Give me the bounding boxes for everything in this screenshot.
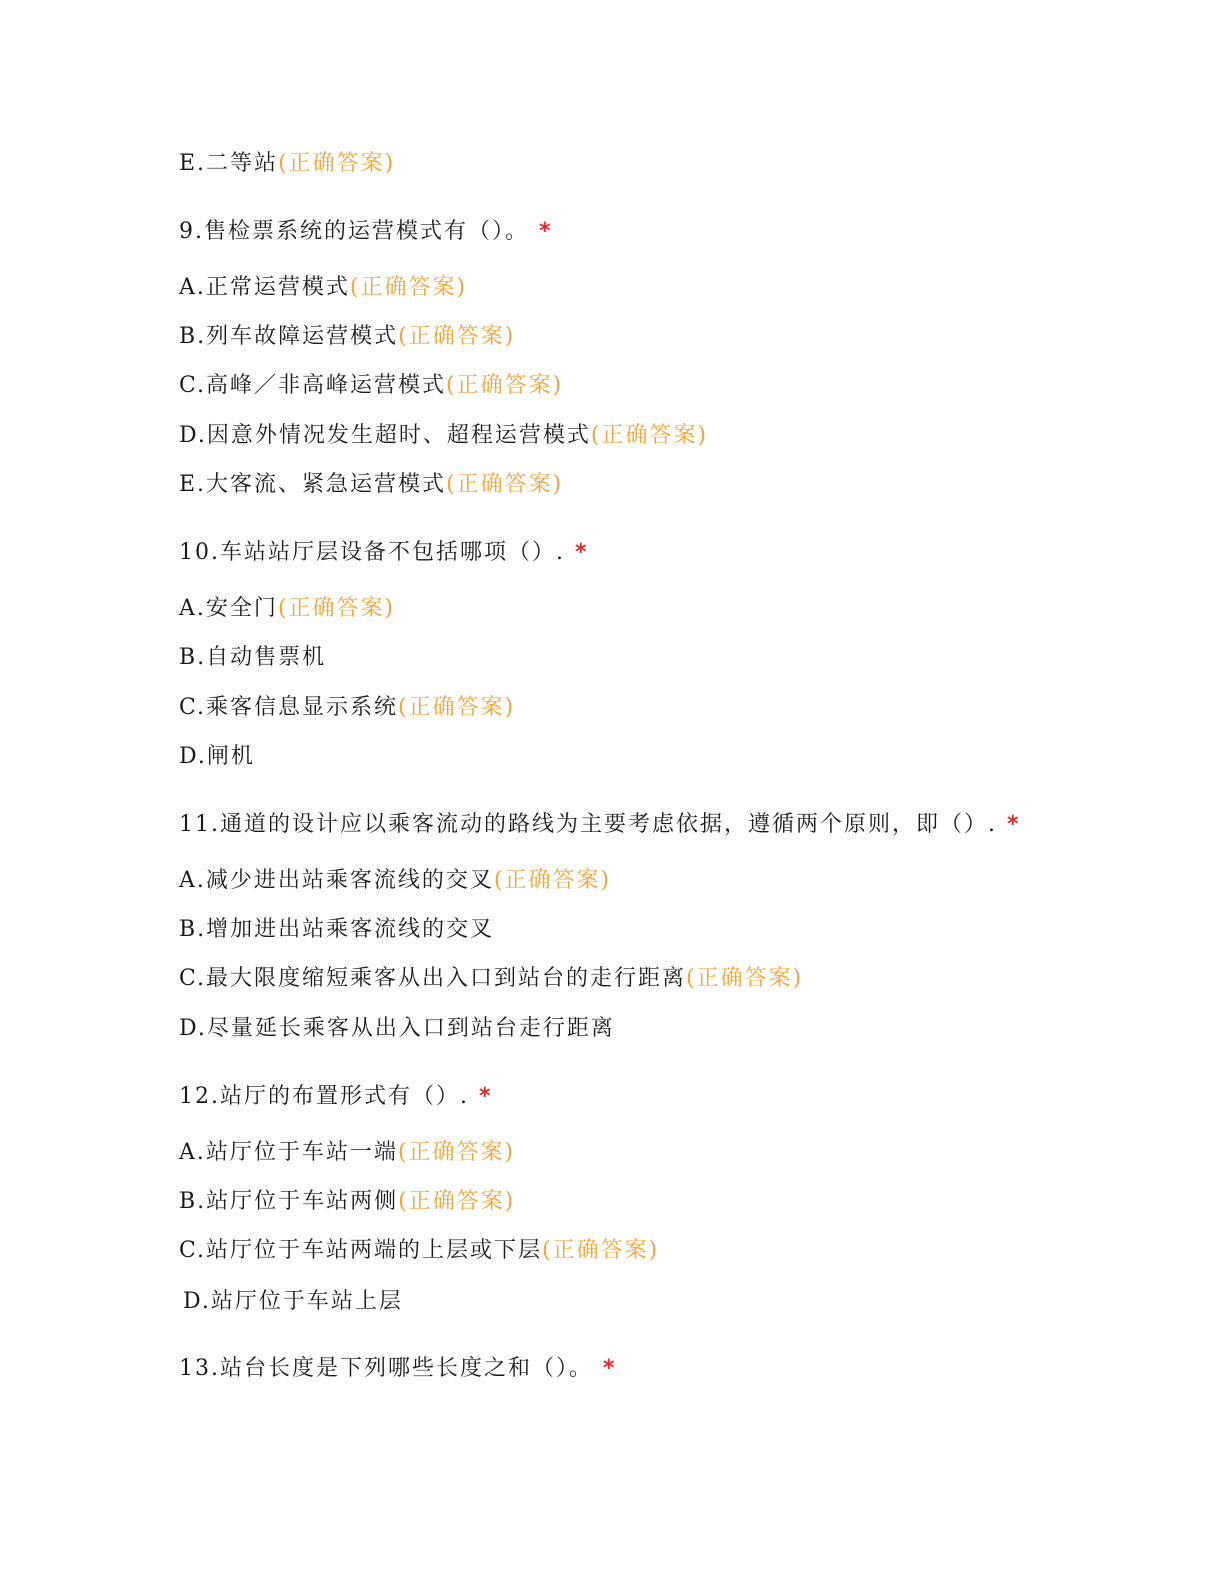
question-9 [179, 218, 553, 246]
correct-answer-mark: (正确答案) [398, 1189, 516, 1214]
required-asterisk: * [574, 540, 589, 565]
option-e-q8 [179, 150, 395, 178]
option-text: E.大客流、紧急运营模式 [179, 472, 447, 497]
option-a-q9 [179, 274, 467, 302]
required-asterisk: * [539, 219, 553, 244]
option-c-q12 [179, 1237, 659, 1265]
option-b-q9 [179, 323, 515, 351]
option-a-q12 [179, 1139, 515, 1167]
option-text: A.站厅位于车站一端 [179, 1140, 398, 1165]
question-11 [179, 811, 1021, 839]
correct-answer-mark: (正确答案) [542, 1238, 660, 1263]
question-13 [179, 1355, 617, 1383]
question-text: 12.站厅的布置形式有（）. [179, 1084, 469, 1109]
correct-answer-mark: (正确答案) [397, 1140, 516, 1165]
option-b-q12 [179, 1188, 515, 1216]
question-text: 13.站台长度是下列哪些长度之和（）。 [179, 1356, 593, 1381]
option-text: B.自动售票机 [179, 645, 327, 670]
option-text: B.站厅位于车站两侧 [179, 1189, 399, 1214]
option-text: A.安全门 [179, 596, 278, 621]
option-text: D.闸机 [179, 744, 255, 769]
option-text: A.减少进出站乘客流线的交叉 [179, 868, 494, 893]
correct-answer-mark: (正确答案) [398, 324, 516, 349]
option-c-q11 [179, 965, 803, 993]
option-text: C.乘客信息显示系统 [179, 695, 399, 720]
correct-answer-mark: (正确答案) [493, 868, 612, 893]
question-text: 9.售检票系统的运营模式有（）。 [179, 219, 529, 244]
correct-answer-mark: (正确答案) [277, 596, 396, 621]
question-12 [179, 1083, 493, 1111]
correct-answer-mark: (正确答案) [446, 373, 564, 398]
question-10 [179, 539, 589, 567]
option-b-q10 [179, 644, 326, 672]
option-text: B.增加进出站乘客流线的交叉 [179, 917, 495, 942]
option-d-q10 [179, 743, 255, 771]
option-text: E.二等站 [179, 151, 279, 176]
option-text: D.尽量延长乘客从出入口到站台走行距离 [179, 1016, 615, 1041]
option-text: D.因意外情况发生超时、超程运营模式 [179, 423, 591, 448]
option-text: D.站厅位于车站上层 [183, 1289, 403, 1314]
option-c-q10 [179, 694, 515, 722]
option-text: A.正常运营模式 [179, 275, 350, 300]
required-asterisk: * [478, 1084, 493, 1109]
required-asterisk: * [1006, 812, 1021, 837]
correct-answer-mark: (正确答案) [349, 275, 468, 300]
option-text: C.高峰／非高峰运营模式 [179, 373, 447, 398]
option-text: C.最大限度缩短乘客从出入口到站台的走行距离 [179, 966, 687, 991]
option-e-q9 [179, 471, 563, 499]
question-text: 11.通道的设计应以乘客流动的路线为主要考虑依据，遵循两个原则，即（）. [179, 812, 997, 837]
option-d-q9 [179, 422, 708, 450]
correct-answer-mark: (正确答案) [278, 151, 396, 176]
correct-answer-mark: (正确答案) [590, 423, 709, 448]
correct-answer-mark: (正确答案) [686, 966, 804, 991]
option-a-q11 [179, 867, 611, 895]
required-asterisk: * [603, 1356, 617, 1381]
question-text: 10.车站站厅层设备不包括哪项（）. [179, 540, 565, 565]
option-text: C.站厅位于车站两端的上层或下层 [179, 1238, 543, 1263]
option-d-q12 [183, 1288, 403, 1316]
option-c-q9 [179, 372, 563, 400]
correct-answer-mark: (正确答案) [446, 472, 564, 497]
option-b-q11 [179, 916, 494, 944]
option-d-q11 [179, 1015, 615, 1043]
option-a-q10 [179, 595, 395, 623]
option-text: B.列车故障运营模式 [179, 324, 399, 349]
correct-answer-mark: (正确答案) [398, 695, 516, 720]
